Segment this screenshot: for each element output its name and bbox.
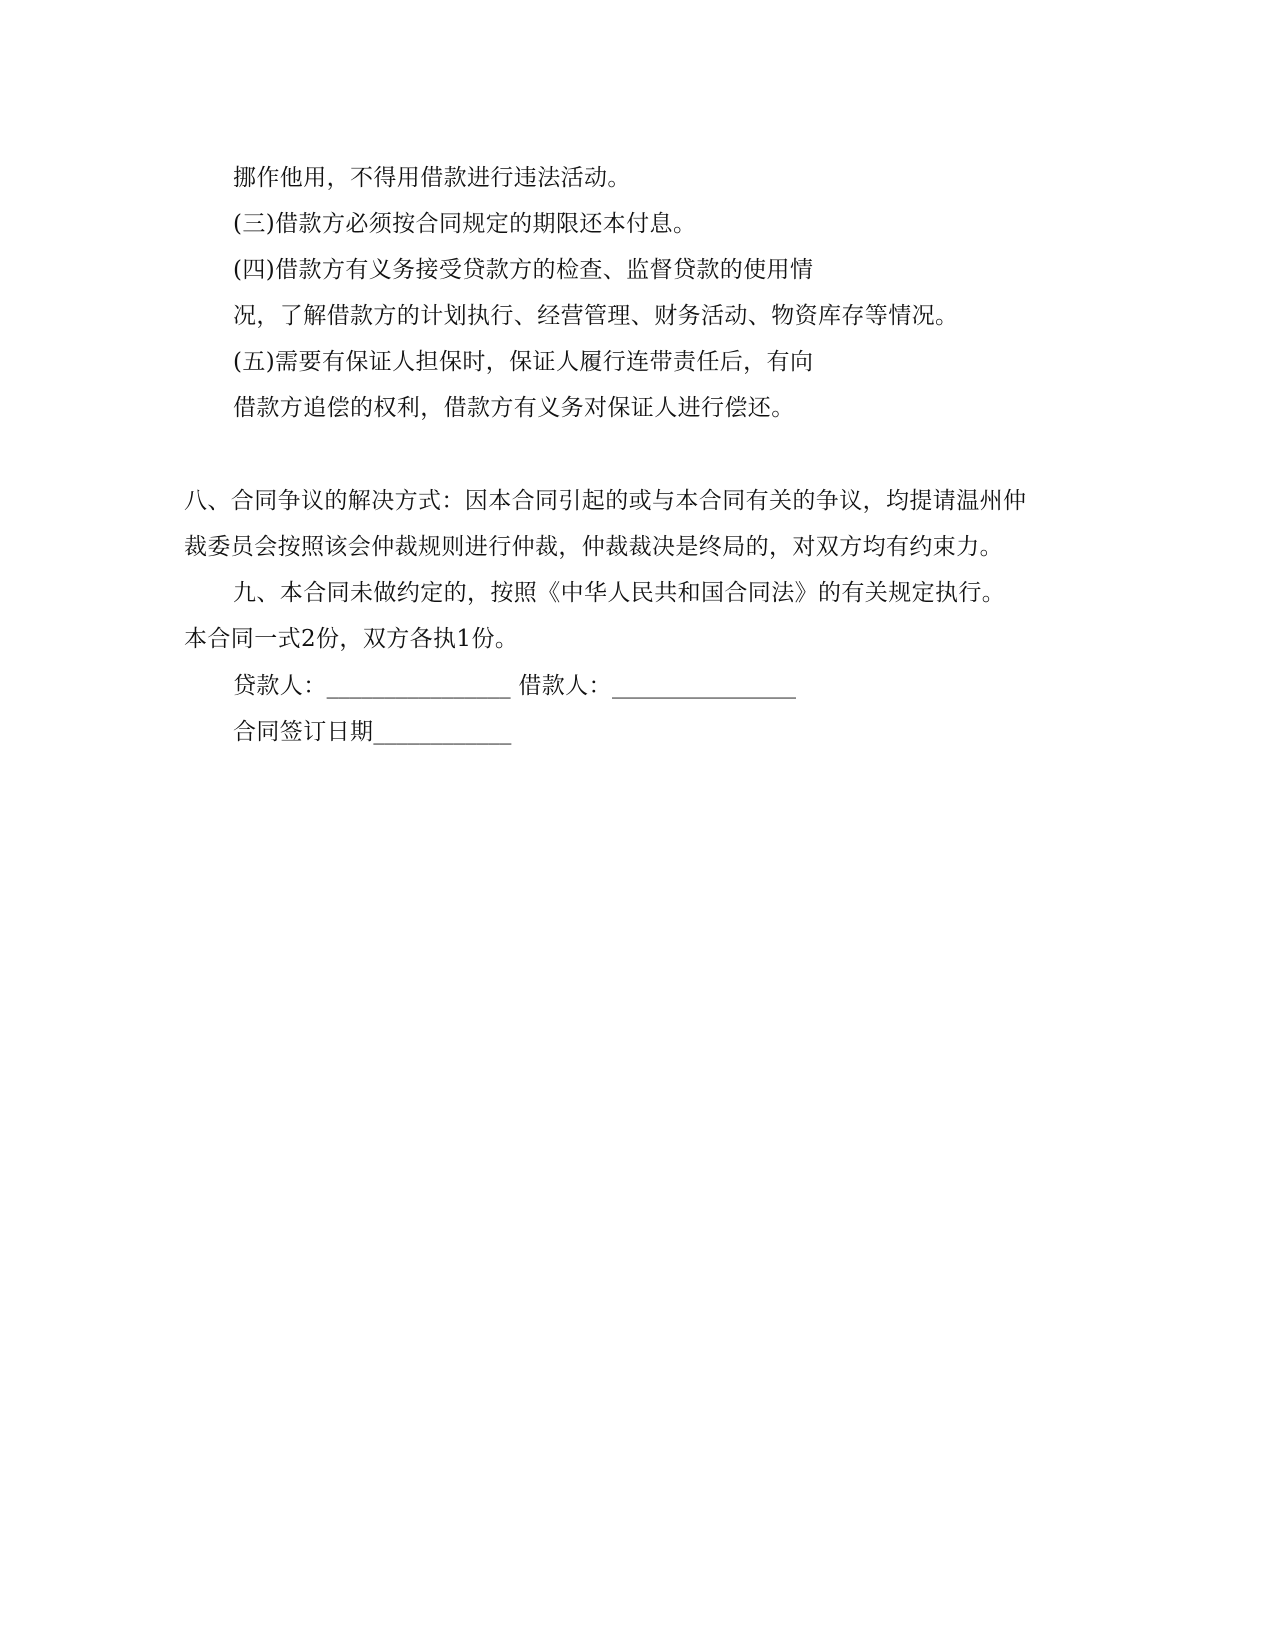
section-9-line-1: 九、本合同未做约定的，按照《中华人民共和国合同法》的有关规定执行。 — [233, 580, 1006, 606]
clause-5-text-continued: 借款方追偿的权利，借款方有义务对保证人进行偿还。 — [233, 395, 795, 421]
borrower-signature-blank: ________________ — [611, 673, 796, 699]
section-8-line-2: 裁委员会按照该会仲裁规则进行仲裁，仲裁裁决是终局的，对双方均有约束力。 — [184, 534, 1003, 560]
clause-4-text: (四)借款方有义务接受贷款方的检查、监督贷款的使用情 — [233, 257, 814, 283]
clause-text-line: 挪作他用，不得用借款进行违法活动。 — [233, 165, 631, 191]
clause-3-text: (三)借款方必须按合同规定的期限还本付息。 — [233, 211, 697, 237]
borrower-label: 借款人： — [518, 673, 612, 699]
clause-5-text: (五)需要有保证人担保时，保证人履行连带责任后，有向 — [233, 349, 814, 375]
signing-date-row — [233, 717, 511, 747]
signature-row — [233, 671, 796, 701]
clause-4-text-continued: 况，了解借款方的计划执行、经营管理、财务活动、物资库存等情况。 — [233, 303, 959, 329]
lender-signature-blank: ________________ — [326, 673, 511, 699]
section-8-line-1: 八、合同争议的解决方式：因本合同引起的或与本合同有关的争议，均提请温州仲 — [184, 488, 1027, 514]
section-9-line-2: 本合同一式2份，双方各执1份。 — [184, 626, 519, 652]
lender-label: 贷款人： — [233, 673, 327, 699]
signing-date-label: 合同签订日期 — [233, 719, 374, 745]
signing-date-blank: ____________ — [373, 719, 512, 745]
